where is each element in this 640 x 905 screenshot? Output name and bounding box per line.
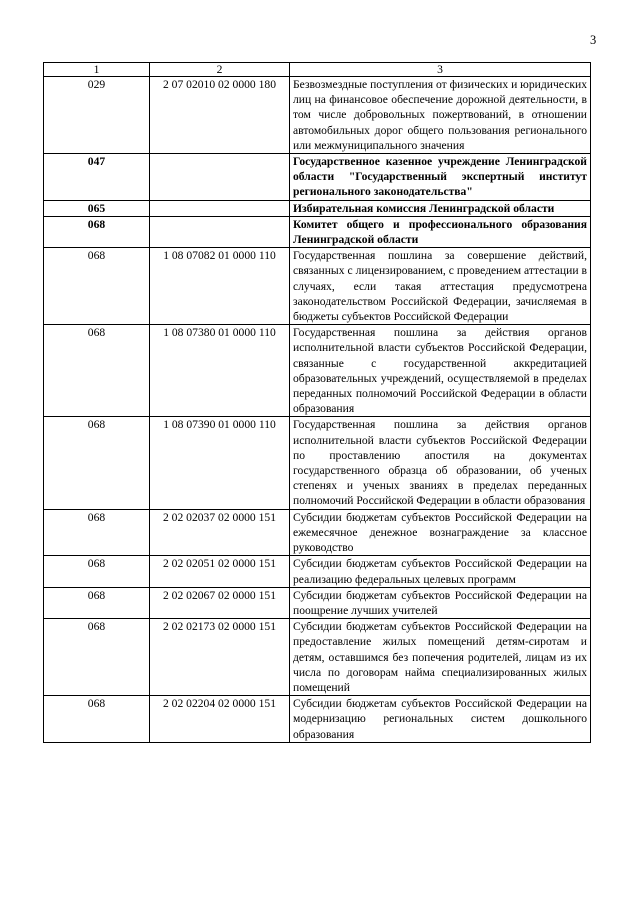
admin-code-cell: 047	[44, 154, 150, 201]
description-cell: Государственное казенное учреждение Ленинградской области "Государственный экспертный институт регионального законодательства"	[290, 154, 591, 201]
table-row	[44, 696, 591, 743]
budget-code-cell: 2 02 02051 02 0000 151	[150, 556, 290, 587]
description-cell: Субсидии бюджетам субъектов Российской Федерации на ежемесячное денежное вознаграждение за классное руководство	[290, 509, 591, 556]
description-cell: Государственная пошлина за действия органов исполнительной власти субъектов Российской Федерации, связанные с государственной аккредитацией образовательных учреждений, осуществляемой в пределах переданных полномочий Российской Федерации в области образования	[290, 325, 591, 417]
description-cell: Комитет общего и профессионального образования Ленинградской области	[290, 216, 591, 247]
table-row	[44, 417, 591, 509]
budget-code-cell	[150, 200, 290, 216]
budget-code-cell: 2 07 02010 02 0000 180	[150, 77, 290, 154]
table-row	[44, 619, 591, 696]
column-header-1: 1	[44, 63, 150, 77]
description-cell: Субсидии бюджетам субъектов Российской Федерации на предоставление жилых помещений детям-сиротам и детям, оставшимся без попечения родителей, лицам из их числа по договорам найма специализированных жилых помещений	[290, 619, 591, 696]
table-row	[44, 556, 591, 587]
admin-code-cell: 068	[44, 248, 150, 325]
table-row	[44, 587, 591, 618]
description-cell: Субсидии бюджетам субъектов Российской Федерации на поощрение лучших учителей	[290, 587, 591, 618]
table-row	[44, 77, 591, 154]
budget-code-cell	[150, 154, 290, 201]
budget-code-table	[43, 62, 591, 743]
admin-code-cell: 068	[44, 417, 150, 509]
budget-code-cell: 2 02 02067 02 0000 151	[150, 587, 290, 618]
admin-code-cell: 068	[44, 587, 150, 618]
table-row	[44, 248, 591, 325]
budget-code-cell	[150, 216, 290, 247]
admin-code-cell: 068	[44, 216, 150, 247]
budget-code-cell: 1 08 07082 01 0000 110	[150, 248, 290, 325]
description-cell: Безвозмездные поступления от физических и юридических лиц на финансовое обеспечение дорожной деятельности, в том числе добровольных пожертвований, в отношении автомобильных дорог общего пользования регионального или межмуниципального значения	[290, 77, 591, 154]
budget-code-cell: 1 08 07380 01 0000 110	[150, 325, 290, 417]
description-cell: Государственная пошлина за действия органов исполнительной власти субъектов Российской Федерации по проставлению апостиля на документах государственного образца об образовании, об ученых степенях и ученых званиях в пределах переданных полномочий Российской Федерации в области образования	[290, 417, 591, 509]
table-body	[44, 77, 591, 743]
table-row	[44, 216, 591, 247]
budget-code-cell: 1 08 07390 01 0000 110	[150, 417, 290, 509]
table-row	[44, 154, 591, 201]
table-row	[44, 509, 591, 556]
admin-code-cell: 068	[44, 509, 150, 556]
admin-code-cell: 068	[44, 556, 150, 587]
table-row	[44, 200, 591, 216]
admin-code-cell: 068	[44, 696, 150, 743]
description-cell: Избирательная комиссия Ленинградской области	[290, 200, 591, 216]
budget-code-cell: 2 02 02173 02 0000 151	[150, 619, 290, 696]
page-number: 3	[590, 33, 597, 47]
table-header-row	[44, 63, 591, 77]
column-header-2: 2	[150, 63, 290, 77]
description-cell: Государственная пошлина за совершение действий, связанных с лицензированием, с проведением аттестации в случаях, если такая аттестация предусмотрена законодательством Российской Федерации, зачисляемая в бюджеты субъектов Российской Федерации	[290, 248, 591, 325]
admin-code-cell: 065	[44, 200, 150, 216]
admin-code-cell: 068	[44, 619, 150, 696]
admin-code-cell: 068	[44, 325, 150, 417]
budget-code-cell: 2 02 02037 02 0000 151	[150, 509, 290, 556]
description-cell: Субсидии бюджетам субъектов Российской Федерации на реализацию федеральных целевых программ	[290, 556, 591, 587]
admin-code-cell: 029	[44, 77, 150, 154]
budget-code-cell: 2 02 02204 02 0000 151	[150, 696, 290, 743]
table-row	[44, 325, 591, 417]
description-cell: Субсидии бюджетам субъектов Российской Федерации на модернизацию региональных систем дошкольного образования	[290, 696, 591, 743]
column-header-3: 3	[290, 63, 591, 77]
